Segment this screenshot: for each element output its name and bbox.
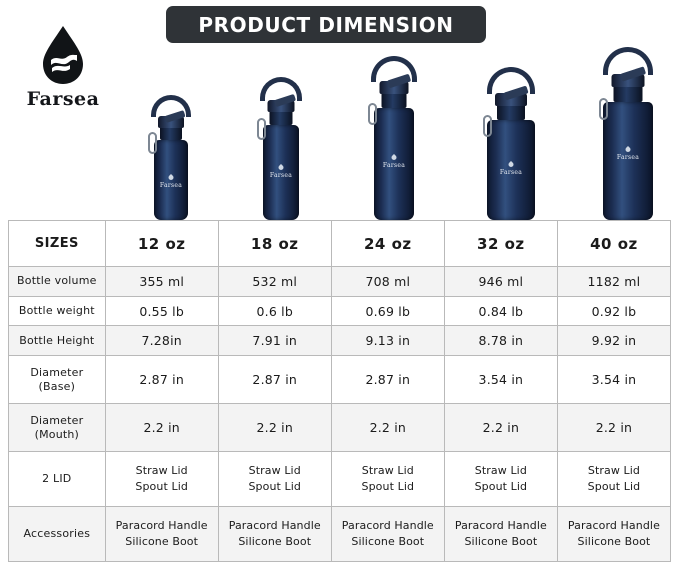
cell-weight-24oz: 0.69 lb: [331, 296, 444, 326]
brand-name: Farsea: [26, 88, 100, 110]
cell-accessories-18oz: Paracord Handle Silicone Boot: [218, 507, 331, 562]
cell-volume-32oz: 946 ml: [444, 267, 557, 297]
cell-volume-12oz: 355 ml: [105, 267, 218, 297]
header-12oz: 12 oz: [105, 221, 218, 267]
cell-volume-24oz: 708 ml: [331, 267, 444, 297]
dimension-table-wrapper: [8, 220, 671, 562]
header-40oz: 40 oz: [557, 221, 670, 267]
page-title: PRODUCT DIMENSION: [198, 12, 454, 37]
bottle-neck: [497, 104, 525, 120]
table-row: [9, 267, 671, 297]
cell-height-40oz: 9.92 in: [557, 326, 670, 356]
bottle-40oz: [588, 46, 668, 220]
carabiner-clip: [257, 118, 266, 140]
table-row: [9, 452, 671, 507]
table-header-row: [9, 221, 671, 267]
cell-lid-12oz: Straw Lid Spout Lid: [105, 452, 218, 507]
paracord-handle: [151, 95, 191, 117]
row-label-line1: Diameter: [30, 365, 84, 379]
bottle-logo-text: Farsea: [499, 169, 523, 176]
cell-accessories-40oz: Paracord Handle Silicone Boot: [557, 507, 670, 562]
cell-height-32oz: 8.78 in: [444, 326, 557, 356]
table-row: [9, 356, 671, 404]
bottle-logo-text: Farsea: [616, 154, 640, 161]
cell-lid-32oz: Straw Lid Spout Lid: [444, 452, 557, 507]
cell-diameter-base-12oz: 2.87 in: [105, 356, 218, 404]
bottle-neck: [614, 85, 643, 102]
row-label-line2: (Mouth): [34, 427, 80, 441]
bottle-32oz: [472, 66, 550, 220]
cell-weight-12oz: 0.55 lb: [105, 296, 218, 326]
cell-weight-32oz: 0.84 lb: [444, 296, 557, 326]
table-row: [9, 326, 671, 356]
bottle-body: [603, 102, 653, 220]
cell-lid-40oz: Straw Lid Spout Lid: [557, 452, 670, 507]
bottle-neck: [270, 110, 293, 125]
table-row: [9, 507, 671, 562]
row-label-line1: Diameter: [30, 414, 84, 428]
cell-diameter-mouth-32oz: 2.2 in: [444, 404, 557, 452]
page-header: [0, 0, 679, 220]
cell-diameter-mouth-18oz: 2.2 in: [218, 404, 331, 452]
bottle-logo-text: Farsea: [269, 172, 293, 179]
bottle-logo-text: Farsea: [382, 162, 406, 169]
header-24oz: 24 oz: [331, 221, 444, 267]
paracord-handle: [260, 77, 302, 101]
bottle-neck: [160, 126, 182, 140]
bottle-lineup: [0, 40, 679, 220]
cell-diameter-base-18oz: 2.87 in: [218, 356, 331, 404]
row-label-bottle-volume: Bottle volume: [9, 267, 106, 297]
cell-diameter-base-32oz: 3.54 in: [444, 356, 557, 404]
row-label-line2: (Base): [38, 379, 76, 393]
paracord-handle: [603, 47, 653, 75]
row-label-diameter-base: [9, 356, 106, 404]
cell-lid-24oz: Straw Lid Spout Lid: [331, 452, 444, 507]
cell-height-12oz: 7.28in: [105, 326, 218, 356]
cell-lid-18oz: Straw Lid Spout Lid: [218, 452, 331, 507]
cell-volume-18oz: 532 ml: [218, 267, 331, 297]
header-18oz: 18 oz: [218, 221, 331, 267]
header-sizes: SIZES: [9, 221, 106, 267]
row-label-bottle-weight: Bottle weight: [9, 296, 106, 326]
cell-height-18oz: 7.91 in: [218, 326, 331, 356]
cell-accessories-12oz: Paracord Handle Silicone Boot: [105, 507, 218, 562]
carabiner-clip: [368, 103, 377, 125]
cell-diameter-mouth-40oz: 2.2 in: [557, 404, 670, 452]
table-row: [9, 404, 671, 452]
cell-volume-40oz: 1182 ml: [557, 267, 670, 297]
bottle-logo-text: Farsea: [159, 182, 183, 189]
cell-diameter-mouth-12oz: 2.2 in: [105, 404, 218, 452]
carabiner-clip: [483, 115, 492, 137]
cell-weight-40oz: 0.92 lb: [557, 296, 670, 326]
bottle-12oz: [140, 90, 202, 220]
row-label-2-lid: 2 LID: [9, 452, 106, 507]
title-banner: [166, 6, 486, 43]
paracord-handle: [371, 56, 417, 82]
bottle-neck: [382, 92, 407, 108]
row-label-accessories: Accessories: [9, 507, 106, 562]
row-label-bottle-height: Bottle Height: [9, 326, 106, 356]
carabiner-clip: [148, 132, 157, 154]
dimension-table: [8, 220, 671, 562]
table-row: [9, 296, 671, 326]
cell-diameter-mouth-24oz: 2.2 in: [331, 404, 444, 452]
cell-weight-18oz: 0.6 lb: [218, 296, 331, 326]
cell-diameter-base-40oz: 3.54 in: [557, 356, 670, 404]
cell-height-24oz: 9.13 in: [331, 326, 444, 356]
cell-accessories-24oz: Paracord Handle Silicone Boot: [331, 507, 444, 562]
cell-accessories-32oz: Paracord Handle Silicone Boot: [444, 507, 557, 562]
row-label-diameter-mouth: [9, 404, 106, 452]
header-32oz: 32 oz: [444, 221, 557, 267]
paracord-handle: [487, 67, 535, 94]
carabiner-clip: [599, 98, 608, 120]
bottle-24oz: [358, 54, 430, 220]
cell-diameter-base-24oz: 2.87 in: [331, 356, 444, 404]
bottle-18oz: [248, 74, 314, 220]
